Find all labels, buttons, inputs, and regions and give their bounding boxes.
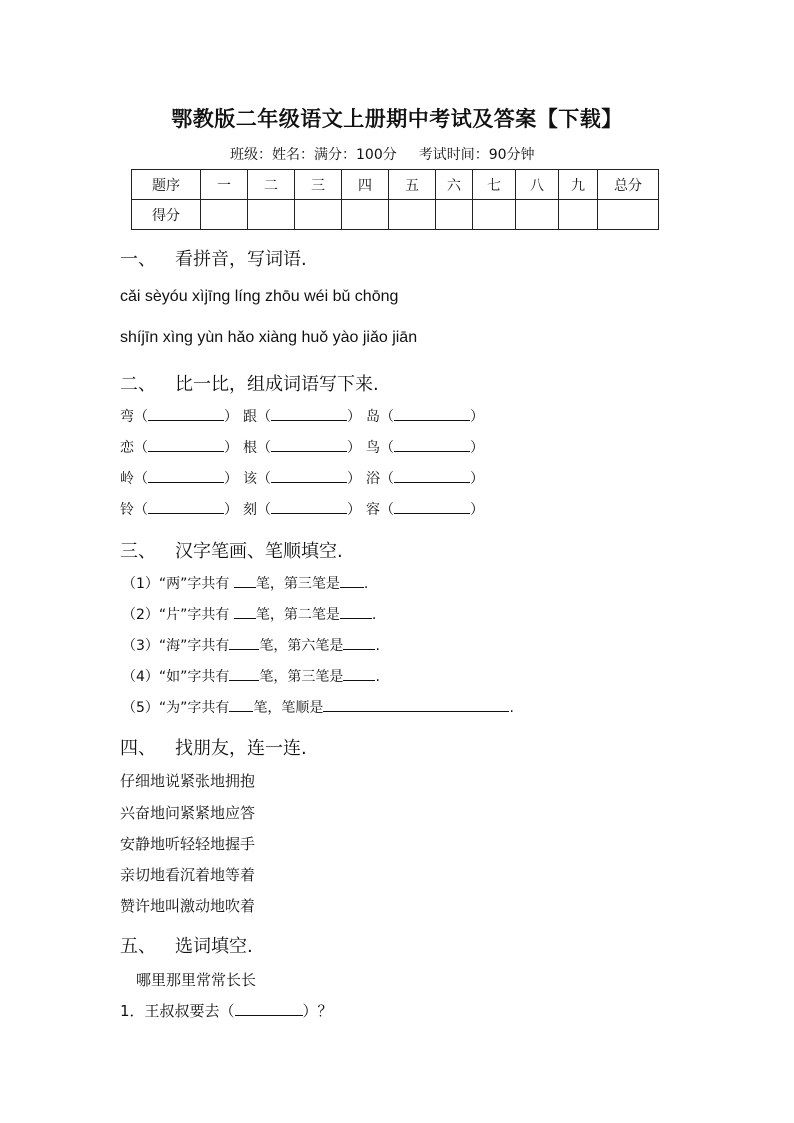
character: 鸟 [366, 440, 380, 456]
stroke-question [122, 604, 376, 624]
section-2-heading [120, 370, 379, 396]
answer-blank[interactable] [235, 1003, 303, 1016]
section-title: 选词填空. [175, 936, 253, 957]
question-text: “为”字共有 [158, 700, 230, 716]
answer-blank[interactable] [343, 637, 375, 650]
score-input-cell[interactable] [598, 200, 659, 230]
page-title: 鄂教版二年级语文上册期中考试及答案【下载】 [171, 107, 623, 131]
character: 铃 [120, 502, 134, 518]
answer-blank[interactable] [148, 408, 224, 421]
score-input-cell[interactable] [201, 200, 248, 230]
character: 浴 [366, 471, 380, 487]
section-number: 四、 [120, 738, 156, 759]
question-text: 笔，第二笔是 [255, 607, 340, 623]
answer-blank[interactable] [148, 439, 224, 452]
stroke-question [122, 697, 514, 717]
section-number: 二、 [120, 374, 156, 395]
table-cell: 得分 [132, 200, 201, 230]
question-text: . [375, 638, 380, 654]
answer-blank[interactable] [394, 501, 470, 514]
answer-blank[interactable] [340, 575, 364, 588]
section-number: 一、 [120, 249, 156, 270]
question-text: . [371, 607, 377, 623]
answer-blank[interactable] [229, 699, 253, 712]
answer-blank[interactable] [234, 606, 256, 619]
answer-blank[interactable] [394, 470, 470, 483]
answer-blank[interactable] [229, 637, 259, 650]
character: 该 [243, 471, 257, 487]
pinyin-line-2: shíjīn xìng yùn hǎo xiàng huǒ yào jiǎo jiān [120, 329, 418, 346]
section-5-heading [120, 932, 253, 958]
question-text: “海”字共有 [158, 638, 230, 654]
class-name-score: 班级：姓名：满分：100分 [230, 147, 397, 163]
question-text: 笔，第三笔是 [259, 669, 344, 685]
section-number: 三、 [120, 541, 156, 562]
question-text: 笔，第六笔是 [259, 638, 344, 654]
score-table-header-row [132, 170, 659, 200]
answer-blank[interactable] [271, 470, 347, 483]
score-input-cell[interactable] [342, 200, 389, 230]
answer-blank[interactable] [271, 501, 347, 514]
question-text: . [375, 669, 380, 685]
matching-line: 亲切地看沉着地等着 [120, 866, 256, 884]
section-title: 看拼音，写词语. [175, 249, 307, 270]
answer-blank[interactable] [229, 668, 259, 681]
stroke-question [122, 635, 380, 655]
score-table [131, 169, 659, 230]
exam-time: 考试时间：90分钟 [418, 147, 535, 163]
answer-blank[interactable] [271, 408, 347, 421]
answer-blank[interactable] [394, 439, 470, 452]
word-choices: 哪里那里常常长长 [136, 971, 257, 989]
score-input-cell[interactable] [295, 200, 342, 230]
word-group-row: 恋（ ） 根（ ） 鸟（ ） [120, 437, 489, 457]
section-title: 找朋友，连一连. [175, 738, 307, 759]
character: 刻 [243, 502, 257, 518]
answer-blank[interactable] [343, 668, 375, 681]
table-cell: 八 [516, 170, 559, 200]
character: 容 [366, 502, 380, 518]
word-group-row: 岭（ ） 该（ ） 浴（ ） [120, 468, 489, 488]
table-cell: 五 [389, 170, 436, 200]
table-cell: 题序 [132, 170, 201, 200]
answer-blank[interactable] [271, 439, 347, 452]
table-cell: 四 [342, 170, 389, 200]
section-title: 汉字笔画、笔顺填空. [175, 541, 343, 562]
stroke-question [122, 573, 368, 593]
question-text: ）？ [302, 1002, 333, 1020]
score-input-cell[interactable] [473, 200, 516, 230]
answer-blank[interactable] [394, 408, 470, 421]
question-text: . [509, 700, 514, 716]
matching-line: 赞许地叫激动地吹着 [120, 897, 256, 915]
fill-question-1 [120, 1000, 333, 1021]
character: 根 [243, 440, 257, 456]
question-text: “两”字共有 [158, 576, 234, 592]
score-input-cell[interactable] [516, 200, 559, 230]
question-number: （3） [122, 638, 159, 654]
answer-blank[interactable] [148, 470, 224, 483]
matching-line: 仔细地说紧张地拥抱 [120, 772, 256, 790]
answer-blank[interactable] [340, 606, 372, 619]
question-number: （5） [122, 700, 159, 716]
class-info-line [230, 144, 535, 164]
question-text: “片”字共有 [158, 607, 234, 623]
table-cell: 三 [295, 170, 342, 200]
score-input-cell[interactable] [436, 200, 473, 230]
question-text: 笔，第三笔是 [255, 576, 340, 592]
section-4-heading [120, 734, 307, 760]
question-text: . [363, 576, 369, 592]
stroke-question [122, 666, 380, 686]
table-cell: 六 [436, 170, 473, 200]
answer-blank[interactable] [234, 575, 256, 588]
table-cell: 二 [248, 170, 295, 200]
question-text: 1．王叔叔要去（ [120, 1002, 235, 1020]
character: 岭 [120, 471, 134, 487]
score-table-score-row [132, 200, 659, 230]
table-cell: 七 [473, 170, 516, 200]
score-input-cell[interactable] [248, 200, 295, 230]
pinyin-line-1: cǎi sèyóu xìjīng líng zhōu wéi bǔ chōng [120, 288, 399, 305]
character: 恋 [120, 440, 134, 456]
section-3-heading [120, 537, 343, 563]
section-title: 比一比，组成词语写下来. [175, 374, 379, 395]
character: 岛 [366, 409, 380, 425]
question-text: 笔，笔顺是 [253, 700, 324, 716]
character: 跟 [243, 409, 257, 425]
matching-line: 安静地听轻轻地握手 [120, 835, 256, 853]
table-cell: 总分 [598, 170, 659, 200]
character: 弯 [120, 409, 134, 425]
question-number: （2） [122, 607, 159, 623]
question-text: “如”字共有 [158, 669, 230, 685]
answer-blank[interactable] [323, 699, 509, 712]
word-group-row: 铃（ ） 刻（ ） 容（ ） [120, 499, 489, 519]
answer-blank[interactable] [148, 501, 224, 514]
word-group-row: 弯（ ） 跟（ ） 岛（ ） [120, 406, 489, 426]
table-cell: 九 [559, 170, 598, 200]
question-number: （4） [122, 669, 159, 685]
score-input-cell[interactable] [389, 200, 436, 230]
score-input-cell[interactable] [559, 200, 598, 230]
question-number: （1） [122, 576, 159, 592]
section-number: 五、 [120, 936, 156, 957]
matching-line: 兴奋地问紧紧地应答 [120, 804, 256, 822]
section-1-heading [120, 245, 307, 271]
table-cell: 一 [201, 170, 248, 200]
